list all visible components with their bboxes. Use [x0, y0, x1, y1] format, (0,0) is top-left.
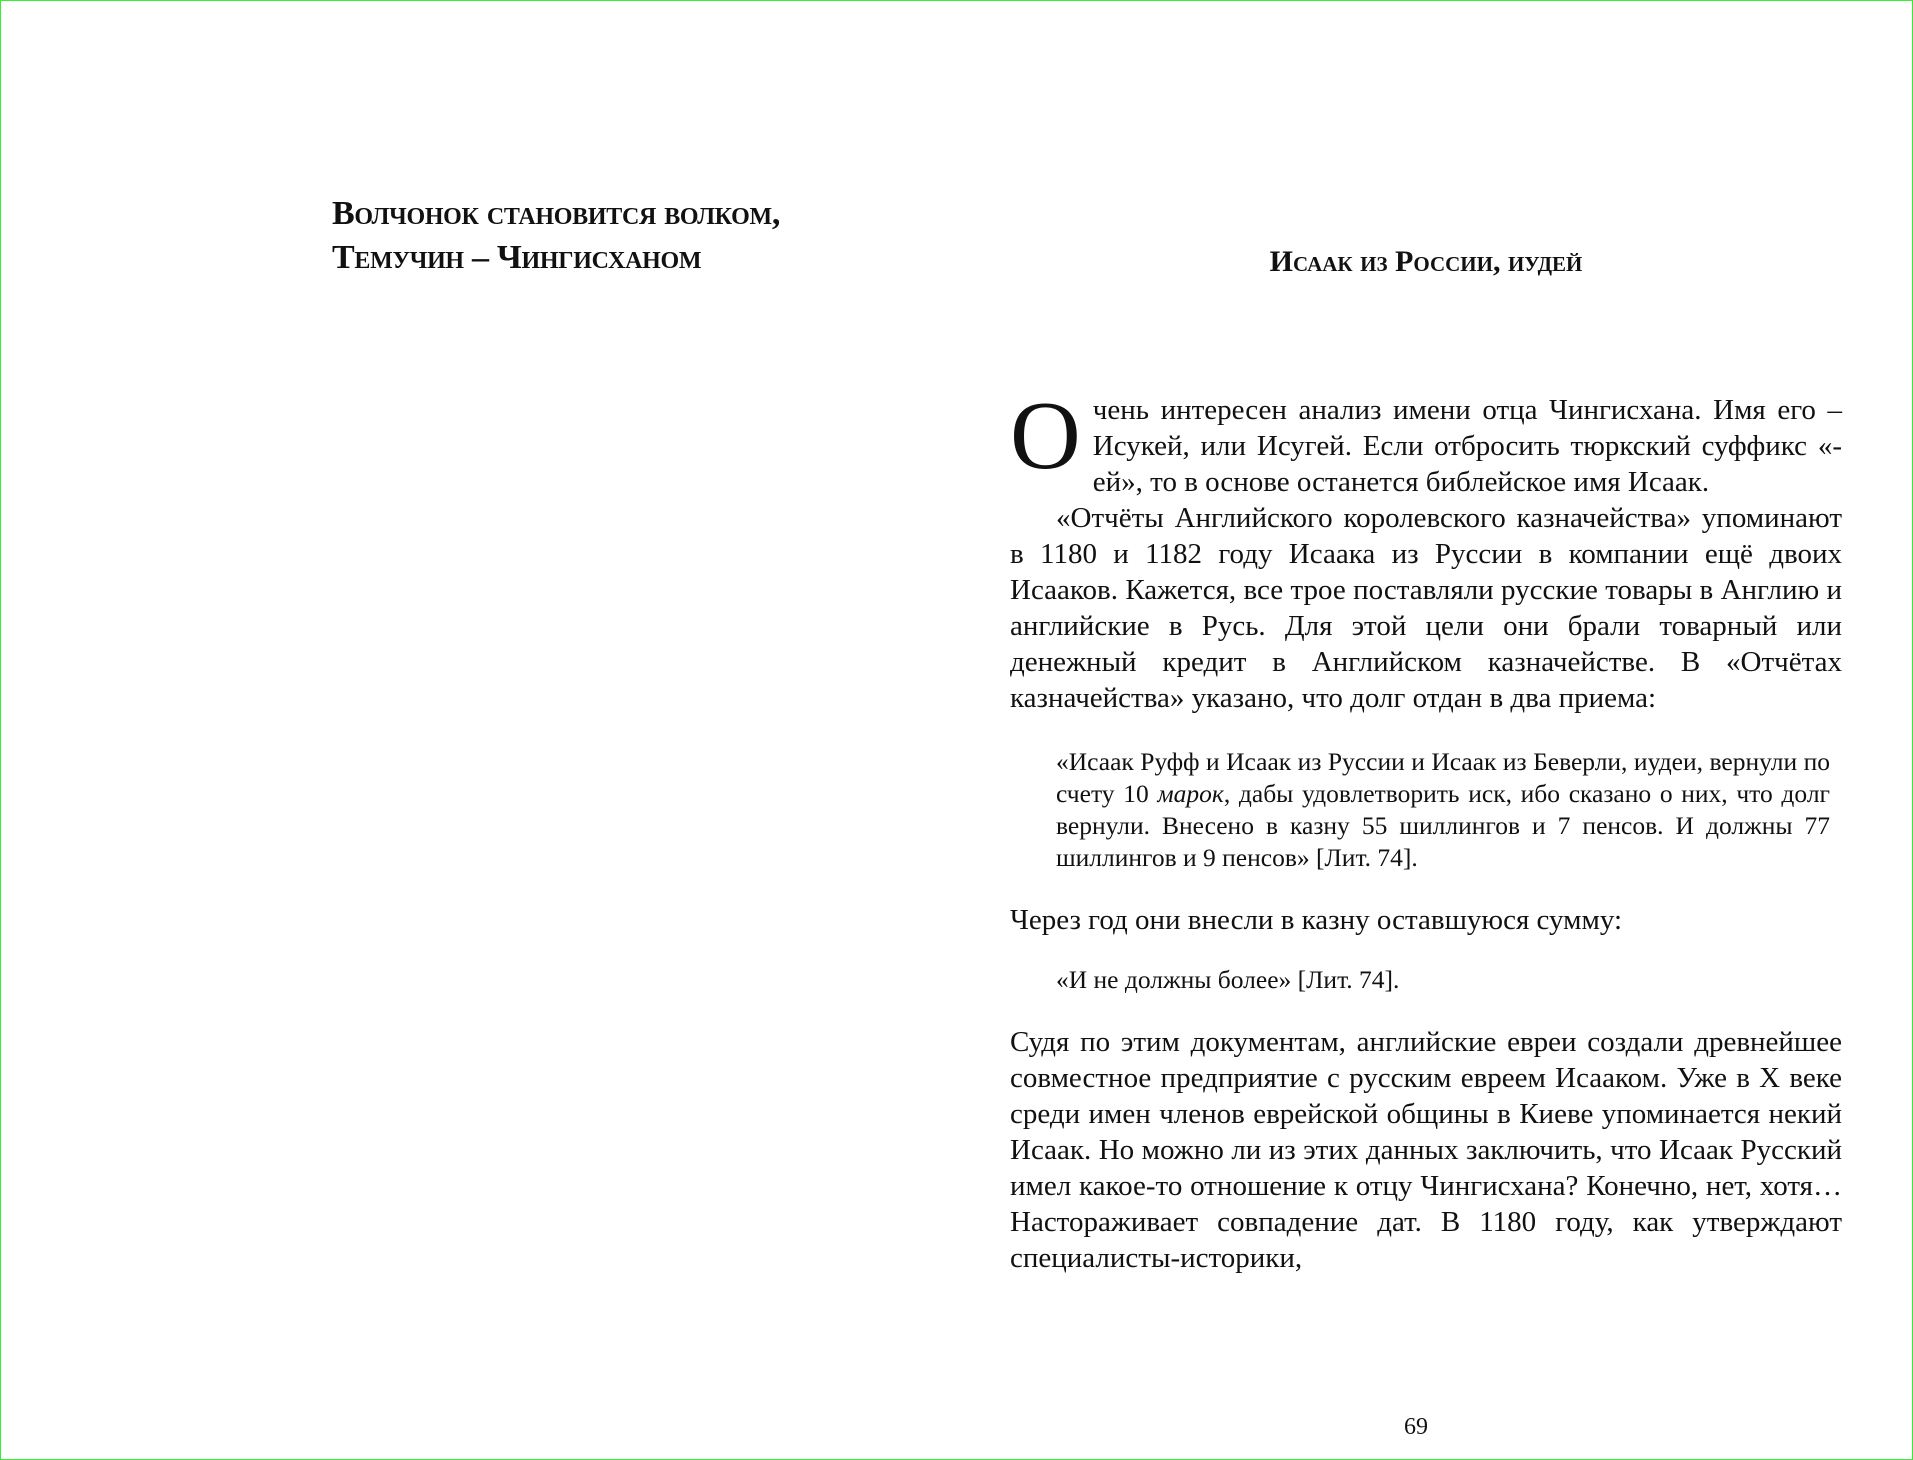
drop-cap: О — [1010, 382, 1081, 490]
quote-1-part-1: «Исаак Руфф и Исаак из Руссии и Исаак из Беверли, иудеи, вернули по счету 10 — [1056, 747, 1830, 808]
paragraph-3: Через год они внесли в казну оставшуюся сумму: — [1010, 904, 1623, 936]
quote-1-italic: марок — [1157, 779, 1224, 808]
quote-1-part-2: , дабы удовлетворить иск, ибо сказано о них, что долг вернули. Внесено в казну 55 шиллингов и 7 пенсов. И должны 77 шиллингов и 9 пенсов» [Лит. 74]. — [1056, 779, 1830, 872]
chapter-title-line-1: Волчонок становится волком, — [332, 195, 781, 232]
block-quote-1 — [1010, 746, 1842, 874]
paragraph-1 — [1010, 382, 1842, 500]
section-title: Исаак из России, иудей — [1269, 245, 1583, 278]
paragraph-4: Судя по этим документам, английские евреи создали древнейшее совместное предприятие с русским евреем Исааком. Уже в X веке среди имен членов еврейской общины в Киеве упоминается некий Исаак. Но можно ли из этих данных заключить, что Исаак Русский имел какое-то отношение к отцу Чингисхана? Конечно, нет, хотя… Настораживает совпадение дат. В 1180 году, как утверждают специалисты-историки, — [1010, 1026, 1842, 1274]
left-page — [0, 0, 956, 1460]
paragraph-2: «Отчёты Английского королевского казначейства» упоминают в 1180 и 1182 году Исаака из Руссии в компании ещё двоих Исааков. Кажется, все трое поставляли русские товары в Англию и английские в Русь. Для этой цели они брали товарный или денежный кредит в Английском казначействе. В «Отчётах казначейства» указано, что долг отдан в два приема: — [1010, 502, 1842, 714]
right-page — [956, 0, 1913, 1460]
paragraph-1-text: чень интересен анализ имени отца Чингисхана. Имя его – Исукей, или Исугей. Если отбросить тюркский суффикс «-ей», то в основе останется библейское имя Исаак. — [1092, 394, 1842, 498]
block-quote-2: «И не должны более» [Лит. 74]. — [1056, 965, 1400, 994]
page-number: 69 — [1404, 1414, 1428, 1440]
chapter-title — [332, 192, 780, 280]
chapter-title-line-2: Темучин – Чингисханом — [332, 239, 702, 276]
body-text — [1010, 382, 1842, 1276]
